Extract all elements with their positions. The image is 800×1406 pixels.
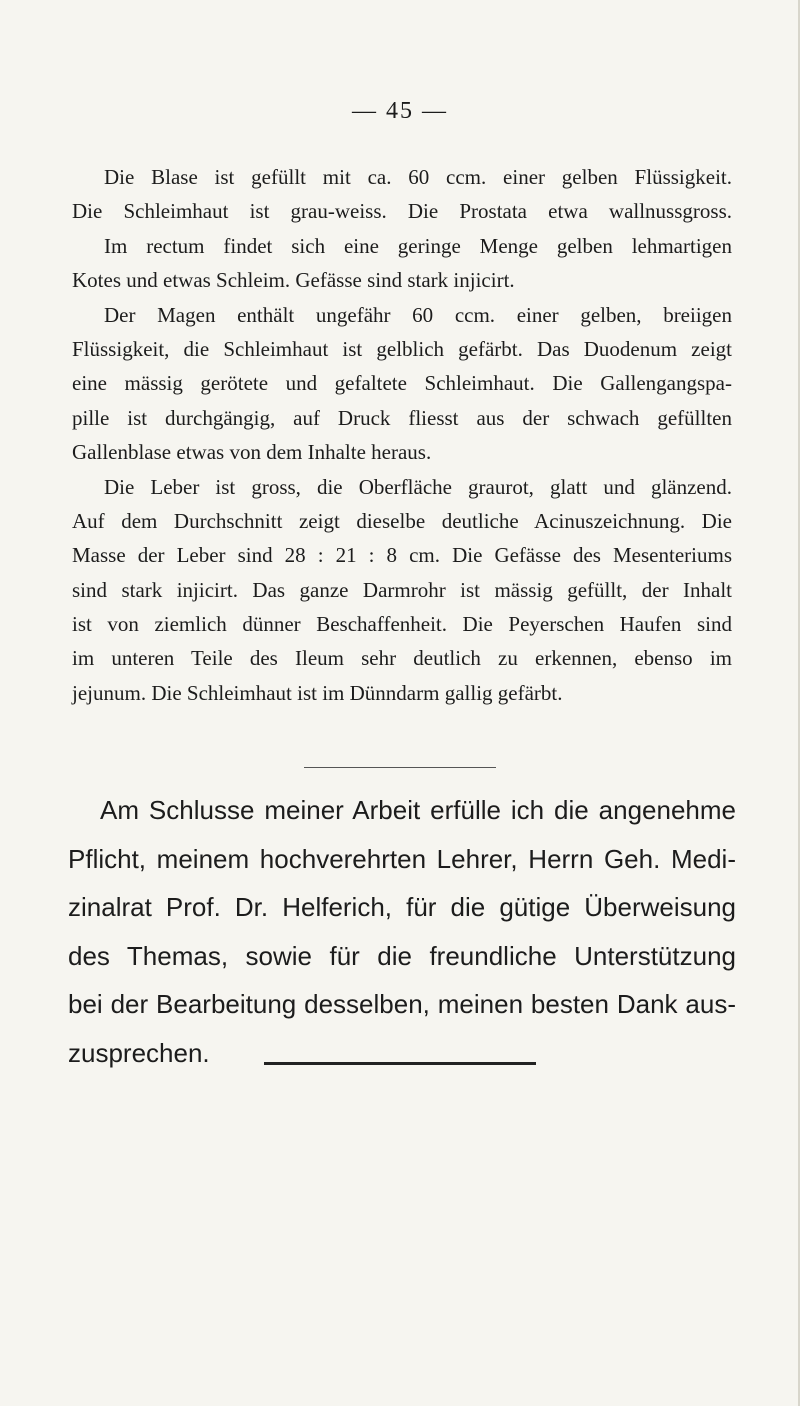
paragraph-line: pille ist durchgängig, auf Druck fliesst aus der schwach gefüllten [72,405,732,430]
acknowledgement-line: des Themas, sowie für die freundliche Unterstützung [68,940,736,971]
paragraph-line: Gallenblase etwas von dem Inhalte heraus. [72,440,432,465]
acknowledgement-line: bei der Bearbeitung desselben, meinen besten Dank aus- [68,989,736,1020]
paragraph-line: Die Blase ist gefüllt mit ca. 60 ccm. einer gelben Flüssigkeit. [104,165,732,189]
body-text [72,160,732,710]
page-number: — 45 — [352,98,448,124]
paragraph-line: Auf dem Durchschnitt zeigt dieselbe deutliche Acinuszeichnung. Die [72,508,732,533]
paragraph-line: Kotes und etwas Schleim. Gefässe sind stark injicirt. [72,268,515,293]
paragraph-line: Im rectum findet sich eine geringe Menge gelben lehmartigen [104,233,732,258]
end-rule [264,1062,536,1065]
paragraph-line: Der Magen enthält ungefähr 60 ccm. einer gelben, breiigen [104,302,732,327]
acknowledgement-line: Am Schlusse meiner Arbeit erfülle ich die angenehme [100,795,736,825]
paragraph-line: Masse der Leber sind 28 : 21 : 8 cm. Die Gefässe des Mesenteriums [72,543,732,568]
section-divider [304,767,496,768]
paragraph-line: im unteren Teile des Ileum sehr deutlich zu erkennen, ebenso im [72,646,732,671]
paragraph-line: jejunum. Die Schleimhaut ist im Dünndarm gallig gefärbt. [72,680,563,705]
acknowledgement-line: zinalrat Prof. Dr. Helferich, für die gütige Überweisung [68,892,736,923]
acknowledgement-line: zusprechen. [68,1037,210,1068]
paragraph-line: Die Leber ist gross, die Oberfläche graurot, glatt und glänzend. [104,474,732,499]
acknowledgement-line: Pflicht, meinem hochverehrten Lehrer, Herrn Geh. Medi- [68,843,736,874]
paragraph-line: ist von ziemlich dünner Beschaffenheit. Die Peyerschen Haufen sind [72,612,732,637]
paragraph-line: eine mässig gerötete und gefaltete Schleimhaut. Die Gallengangspa- [72,371,732,396]
paragraph-line: Die Schleimhaut ist grau-weiss. Die Prostata etwa wallnussgross. [72,199,732,224]
paragraph-line: sind stark injicirt. Das ganze Darmrohr ist mässig gefüllt, der Inhalt [72,577,732,602]
paragraph-line: Flüssigkeit, die Schleimhaut ist gelblich gefärbt. Das Duodenum zeigt [72,336,732,361]
acknowledgement [68,786,736,1078]
